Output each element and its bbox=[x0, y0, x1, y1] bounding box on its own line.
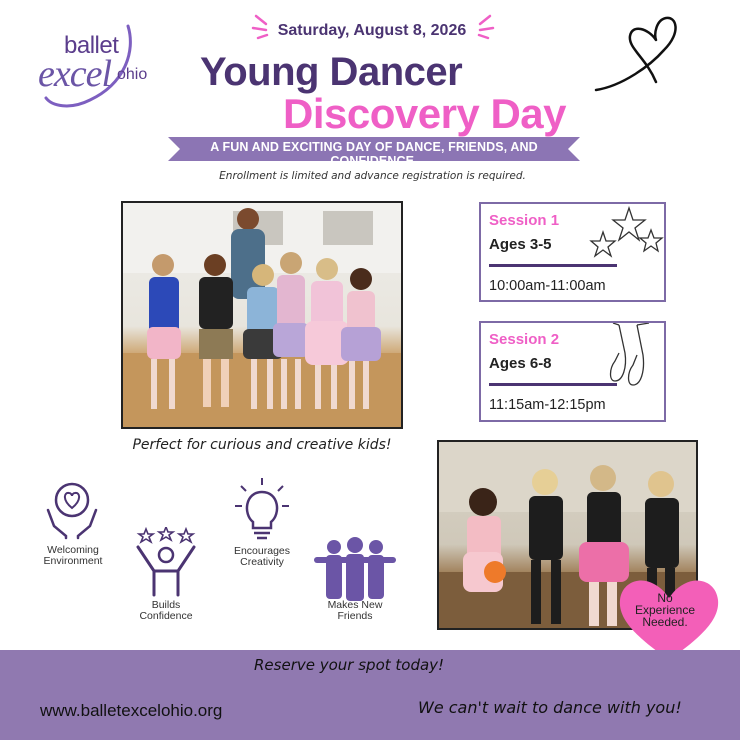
title-young-dancer: Young Dancer bbox=[200, 50, 463, 94]
lightbulb-icon bbox=[233, 476, 291, 540]
feature-confidence-line1: Builds bbox=[151, 599, 181, 611]
session-1-time: 10:00am-11:00am bbox=[489, 278, 606, 294]
photo-caption: Perfect for curious and creative kids! bbox=[132, 437, 392, 453]
heart-doodle-icon bbox=[592, 10, 684, 94]
feature-friends-label bbox=[310, 600, 400, 622]
badge-text bbox=[620, 592, 710, 628]
subtitle-text: A FUN AND EXCITING DAY OF DANCE, FRIENDS, AND CONFIDENCE. bbox=[210, 140, 538, 168]
feature-confidence-line2: Confidence bbox=[139, 610, 193, 622]
stars-icon bbox=[585, 206, 665, 268]
feature-friends-line2: Friends bbox=[337, 610, 373, 622]
feature-creativity-label bbox=[218, 546, 306, 568]
session-2-ages: Ages 6-8 bbox=[489, 355, 552, 372]
website-link[interactable]: www.balletexcelohio.org bbox=[40, 701, 223, 720]
group-friends-icon bbox=[314, 537, 396, 601]
feature-creativity-line1: Encourages bbox=[233, 545, 291, 557]
feature-friends-line1: Makes New bbox=[327, 599, 383, 611]
dancers-photo-1 bbox=[121, 201, 403, 429]
session-2-time: 11:15am-12:15pm bbox=[489, 397, 606, 413]
badge-line3: Needed. bbox=[642, 615, 688, 629]
feature-confidence-label bbox=[124, 600, 208, 622]
cheering-person-icon bbox=[134, 527, 198, 597]
footer-tagline: We can't wait to dance with you! bbox=[418, 698, 682, 717]
event-date: Saturday, August 8, 2026 bbox=[277, 22, 467, 39]
feature-welcoming-line1: Welcoming bbox=[47, 544, 99, 556]
title-discovery-day: Discovery Day bbox=[283, 90, 567, 137]
session-1-title: Session 1 bbox=[489, 212, 560, 229]
enrollment-note: Enrollment is limited and advance registration is required. bbox=[219, 170, 526, 182]
logo-ballet-text: ballet bbox=[64, 32, 119, 59]
session-1-ages: Ages 3-5 bbox=[489, 236, 552, 253]
sparkle-right-icon bbox=[466, 12, 496, 42]
heart-hands-icon bbox=[44, 480, 100, 540]
feature-welcoming-label bbox=[30, 545, 116, 567]
dancers-photo-1-illustration bbox=[123, 203, 401, 427]
logo-ohio-text: ohio bbox=[117, 66, 148, 83]
feature-welcoming-line2: Environment bbox=[43, 555, 103, 567]
session-1-card bbox=[479, 202, 666, 302]
logo-excel-text: excel bbox=[38, 53, 112, 95]
feature-creativity-line2: Creativity bbox=[240, 556, 284, 568]
ballet-shoes-icon bbox=[607, 323, 663, 389]
reserve-text: Reserve your spot today! bbox=[254, 656, 445, 674]
session-2-card bbox=[479, 321, 666, 422]
badge-line1: No bbox=[657, 591, 673, 605]
session-2-divider bbox=[489, 383, 617, 386]
badge-line2: Experience bbox=[634, 603, 696, 617]
session-2-title: Session 2 bbox=[489, 331, 560, 348]
